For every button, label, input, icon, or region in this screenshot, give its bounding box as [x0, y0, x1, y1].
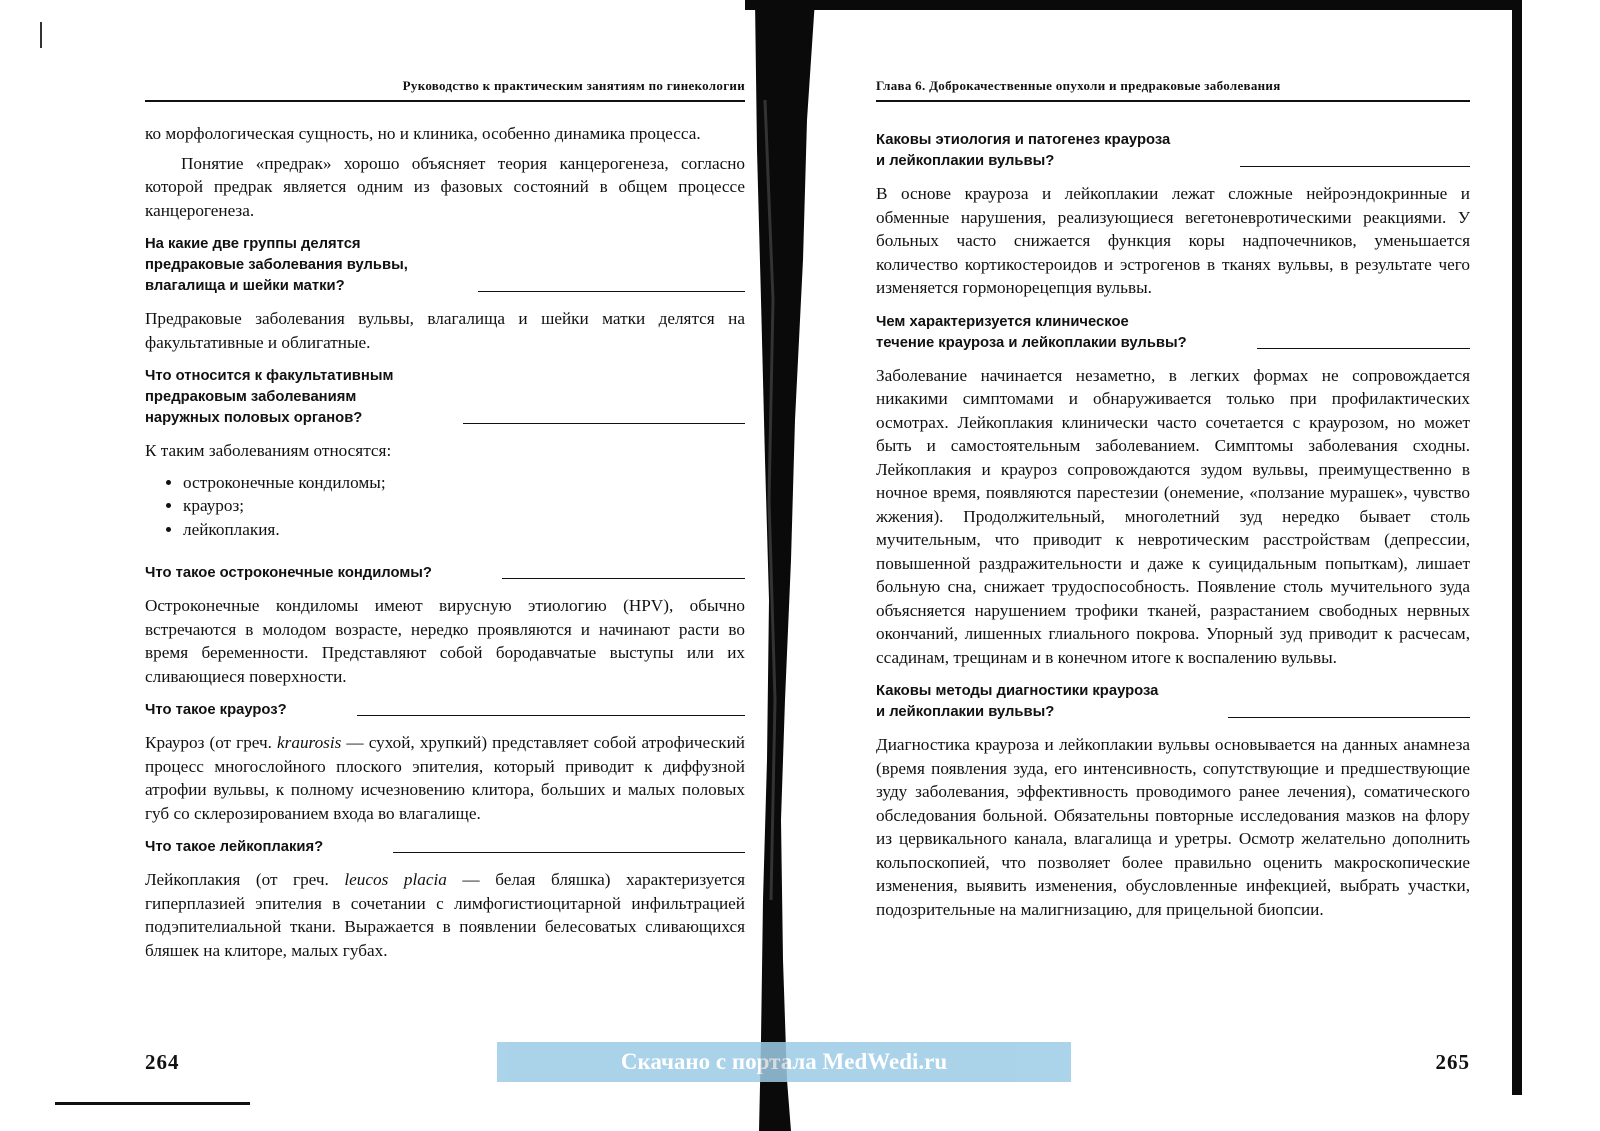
question-rule: [393, 852, 745, 853]
question-text: Каковы этиология и патогенез крауроза и лейкоплакии вульвы?: [876, 132, 1171, 169]
running-header: Глава 6. Доброкачественные опухоли и предраковые заболевания: [876, 78, 1470, 102]
answer-text: — сухой, хрупкий) представляет собой атрофический процесс многослойного плоского эпителия, который приводит к диффузной атрофии вульвы, к полному исчезновению клитора, больших и малых половых губ со склерозированием входа во влагалище.: [145, 733, 745, 823]
answer-text: Крауроз (от греч.: [145, 733, 278, 752]
question-rule: [502, 578, 745, 579]
list-item: • остроконечные кондиломы;: [183, 471, 745, 495]
question-heading: [876, 681, 1470, 723]
answer: Остроконечные кондиломы имеют вирусную этиологию (HPV), обычно встречаются в молодом возрасте, нередко проявляются и начинают расти во время беременности. Представляют собой бородавчатые выступы или их сливающиеся поверхности.: [145, 596, 745, 686]
scan-right-edge: [1512, 0, 1522, 1095]
list-item: • лейкоплакия.: [183, 518, 745, 542]
answer: Диагностика крауроза и лейкоплакии вульвы основывается на данных анамнеза (время появления зуда, его интенсивность, сопутствующие и предшествующие зуду заболевания, эффективность проводимого ранее лечения), соматического обследования больной. Обязательны повторные исследования мазков на флору из цервикального канала, влагалища и уретры. Осмотр желательно дополнить кольпоскопией, что позволяет более правильно оценить макроскопические изменения, выявить изменения, обусловленные инфекцией, выбрать участки, подозрительные на малигнизацию, для прицельной биопсии.: [876, 735, 1470, 919]
page-number: 265: [1435, 1050, 1470, 1074]
scan-mark: [40, 22, 42, 48]
answer: В основе крауроза и лейкоплакии лежат сложные нейроэндокринные и обменные нарушения, реализующиеся вегетоневротическими реакциями. У больных часто снижается функция коры надпочечников, уменьшается количество кортикостероидов и эстрогенов в тканях вульвы, в результате чего изменяется гормонорецепция вульвы.: [876, 184, 1470, 297]
answer: [145, 868, 745, 962]
page-number: 264: [145, 1050, 180, 1074]
answer-text: Лейкоплакия (от греч.: [145, 870, 345, 889]
paragraph: Понятие «предрак» хорошо объясняет теория канцерогенеза, согласно которой предрак является одним из фазовых состояний в общем процессе канцерогенеза.: [145, 153, 745, 220]
answer: Предраковые заболевания вульвы, влагалища и шейки матки делятся на факультативные и облигатные.: [145, 309, 745, 352]
answer: [145, 731, 745, 825]
answer-text: — белая бляшка) характеризуется гиперплазией эпителия в сочетании с лимфогистиоцитарной инфильтрацией подэпителиальной ткани. Выражается в появлении белесоватых сливающихся бляшек на клиторе, малых губах.: [145, 870, 746, 960]
scan-top-edge: [745, 0, 1515, 10]
book-spine-shadow: [745, 0, 835, 1131]
answer: Заболевание начинается незаметно, в легких формах не сопровождается никакими симптомами и обнаруживается только при профилактических осмотрах. Лейкоплакия клинически часто сочетается с краурозом, но может быть и самостоятельным заболеванием. Симптомы заболевания сходны. Лейкоплакия и крауроз сопровождаются зудом вульвы, преимущественно в ночное время, появляются парестезии (онемение, «ползание мурашек», чувство жжения). Продолжительный, многолетний зуд нередко бывает столь мучительным, что приводит к невротическим расстройствам (депрессии, повышенной раздражительности и даже к суицидальным попыткам), лишает больную сна, снижает трудоспособность. Появление столь мучительного зуда объясняется нарушением трофики тканей, разрастанием свободных нервных окончаний, лишенных глиального покрова. Упорный зуд приводит к расчесам, ссадинам, трещинам и в конечном итоге к воспалению вульвы.: [876, 365, 1470, 667]
question-heading: [876, 312, 1470, 354]
question-text: Что такое остроконечные кондиломы?: [145, 565, 432, 581]
question-rule: [1257, 348, 1470, 349]
bullet-list: [145, 471, 745, 542]
running-header: Руководство к практическим занятиям по гинекологии: [145, 78, 745, 102]
question-heading: [145, 234, 745, 297]
question-heading: [876, 130, 1470, 172]
question-rule: [463, 423, 745, 424]
question-text: Что такое лейкоплакия?: [145, 839, 324, 855]
greek-term: leucos placia: [344, 870, 447, 889]
question-text: Что относится к факультативным предраковым заболеваниям наружных половых органов?: [145, 368, 394, 426]
question-rule: [478, 291, 745, 292]
question-text: Каковы методы диагностики крауроза и лейкоплакии вульвы?: [876, 683, 1159, 720]
watermark-text: Скачано с портала MedWedi.ru: [620, 1049, 948, 1074]
greek-term: kraurosis: [277, 733, 342, 752]
watermark-banner: [497, 1042, 1071, 1082]
list-item: • крауроз;: [183, 494, 745, 518]
question-text: Чем характеризуется клиническое течение крауроза и лейкоплакии вульвы?: [876, 313, 1187, 351]
question-heading: [145, 700, 745, 721]
scan-bottom-line: [55, 1102, 250, 1105]
question-rule: [1228, 717, 1470, 718]
answer: К таким заболеваниям относятся:: [145, 441, 392, 460]
question-heading: [145, 563, 745, 584]
question-heading: [145, 366, 745, 429]
question-text: Что такое крауроз?: [145, 702, 287, 718]
left-page-body: [145, 122, 745, 968]
question-rule: [357, 715, 745, 716]
question-rule: [1240, 166, 1470, 167]
right-page-body: [876, 118, 1470, 927]
question-heading: [145, 837, 745, 858]
question-text: На какие две группы делятся предраковые заболевания вульвы, влагалища и шейки матки?: [145, 236, 408, 294]
paragraph: ко морфологическая сущность, но и клиника, особенно динамика процесса.: [145, 124, 701, 143]
